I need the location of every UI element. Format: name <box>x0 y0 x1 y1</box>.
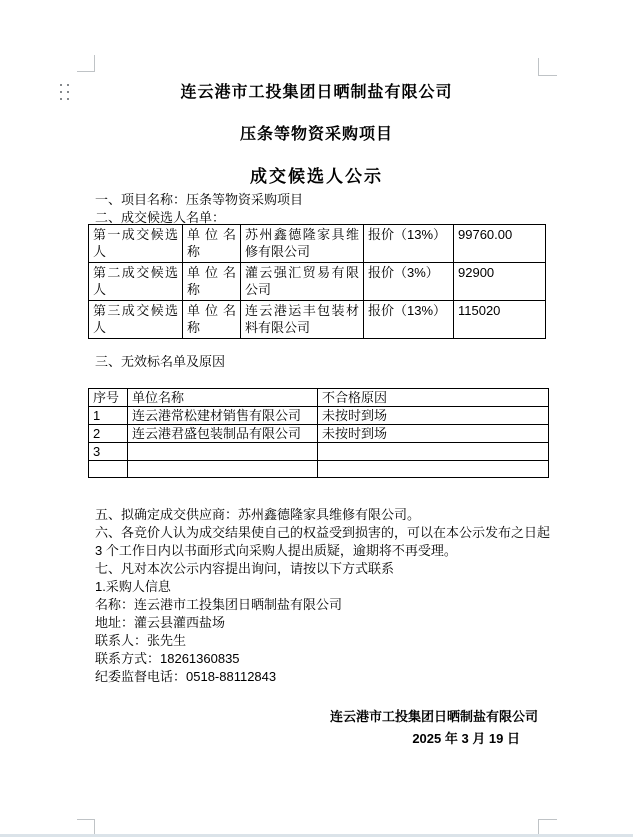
dot <box>67 84 69 86</box>
header-seq: 序号 <box>89 389 128 407</box>
signature-date: 2025 年 3 月 19 日 <box>412 731 520 746</box>
note-purchaser-info-label: 1.采购人信息 <box>95 579 171 594</box>
cell-unit-label: 单位名称 <box>183 301 241 339</box>
invalid-row-1 <box>89 407 549 425</box>
crop-mark-top-right-icon <box>538 58 557 76</box>
section3-title: 三、无效标名单及原因 <box>95 354 226 369</box>
intro-line-project-name: 一、项目名称：压条等物资采购项目 <box>95 192 304 207</box>
cell-company: 连云港运丰包装材料有限公司 <box>241 301 364 339</box>
cell-quote: 报价（3%） <box>364 263 454 301</box>
title-company: 连云港市工投集团日晒制盐有限公司 <box>180 84 453 101</box>
dot <box>67 98 69 100</box>
cell-quote: 报价（13%） <box>364 225 454 263</box>
cell-company: 灌云强汇贸易有限公司 <box>241 263 364 301</box>
note-objection-2: 3 个工作日内以书面形式向采购人提出质疑，逾期将不再受理。 <box>95 543 457 558</box>
dot <box>60 98 62 100</box>
invalid-row-2 <box>89 425 549 443</box>
candidates-row-1 <box>89 225 546 263</box>
cell-unit: 连云港君盛包装制品有限公司 <box>128 425 318 443</box>
cell-rank: 第二成交候选人 <box>89 263 183 301</box>
cell-seq <box>89 461 128 478</box>
notes-block <box>95 506 551 686</box>
signature-block <box>95 708 538 748</box>
dot <box>60 91 62 93</box>
crop-mark-top-left-icon <box>77 55 95 72</box>
invalid-bids-table <box>88 388 549 478</box>
cell-reason <box>318 461 549 478</box>
header-reason: 不合格原因 <box>318 389 549 407</box>
cell-unit <box>128 443 318 461</box>
cell-quote: 报价（13%） <box>364 301 454 339</box>
intro-line-candidate-list: 二、成交候选人名单： <box>95 210 226 225</box>
dot <box>67 91 69 93</box>
cell-seq: 3 <box>89 443 128 461</box>
intro-lines <box>95 191 303 227</box>
cell-rank: 第一成交候选人 <box>89 225 183 263</box>
invalid-row-4 <box>89 461 549 478</box>
note-contact-phone: 联系方式：18261360835 <box>95 651 240 666</box>
candidates-table <box>88 224 546 339</box>
cell-unit-label: 单位名称 <box>183 263 241 301</box>
invalid-row-3 <box>89 443 549 461</box>
cell-rank: 第三成交候选人 <box>89 301 183 339</box>
cell-unit <box>128 461 318 478</box>
title-project: 压条等物资采购项目 <box>239 126 393 143</box>
note-contact-person: 联系人：张先生 <box>95 633 187 648</box>
cell-reason <box>318 443 549 461</box>
cell-amount: 115020 <box>454 301 546 339</box>
note-purchaser-name: 名称：连云港市工投集团日晒制盐有限公司 <box>95 597 343 612</box>
note-objection-1: 六、各竞价人认为成交结果使自己的权益受到损害的，可以在本公示发布之日起 <box>95 525 551 540</box>
signature-company: 连云港市工投集团日晒制盐有限公司 <box>329 709 538 724</box>
cell-amount: 99760.00 <box>454 225 546 263</box>
drag-handle-icon[interactable] <box>60 84 69 100</box>
note-supplier: 五、拟确定成交供应商：苏州鑫德隆家具维修有限公司。 <box>95 507 421 522</box>
title-block <box>95 83 538 187</box>
cell-seq: 1 <box>89 407 128 425</box>
note-supervision-phone: 纪委监督电话：0518-88112843 <box>95 669 277 684</box>
title-notice: 成交候选人公示 <box>250 167 383 186</box>
cell-amount: 92900 <box>454 263 546 301</box>
cell-unit-label: 单位名称 <box>183 225 241 263</box>
invalid-header-row <box>89 389 549 407</box>
candidates-row-3 <box>89 301 546 339</box>
cell-reason: 未按时到场 <box>318 407 549 425</box>
candidates-row-2 <box>89 263 546 301</box>
cell-unit: 连云港常松建材销售有限公司 <box>128 407 318 425</box>
note-inquiry: 七、凡对本次公示内容提出询问，请按以下方式联系 <box>95 561 395 576</box>
cell-company: 苏州鑫德隆家具维修有限公司 <box>241 225 364 263</box>
cell-reason: 未按时到场 <box>318 425 549 443</box>
note-purchaser-address: 地址：灌云县灌西盐场 <box>95 615 226 630</box>
dot <box>60 84 62 86</box>
header-unit: 单位名称 <box>128 389 318 407</box>
cell-seq: 2 <box>89 425 128 443</box>
